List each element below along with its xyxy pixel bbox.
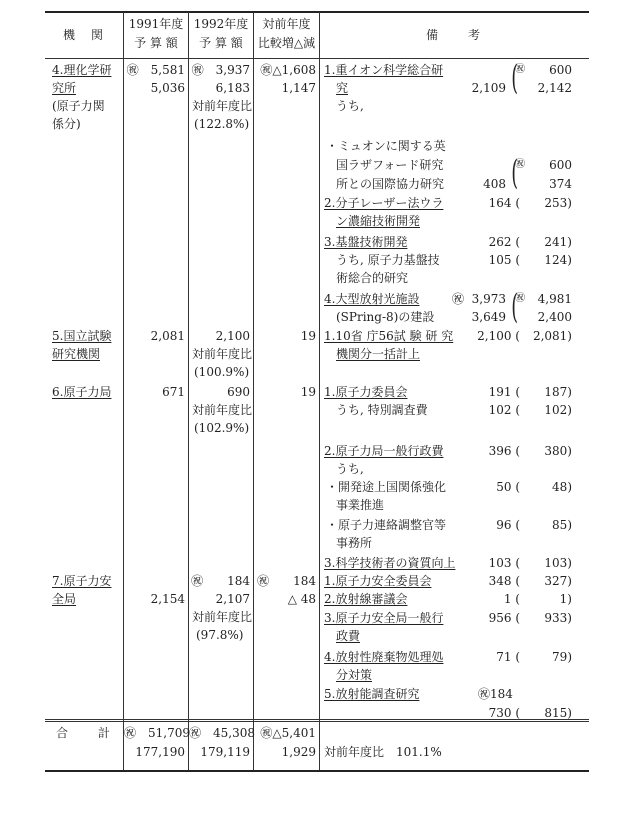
riken-b92-ratio-label: 対前年度比 [192,99,253,113]
header-diff-line1: 対前年度 [262,17,311,31]
riken-paren-3: ( [511,287,518,327]
anzen-val-11: 815) [544,706,572,720]
riken-val-8: 253) [544,196,572,210]
anzen-val-6: 933) [544,611,572,625]
riken-val-16: 4,981 [537,292,572,306]
org-anzen-name-2: 全局 [52,592,77,606]
riken-val-5: 600 [549,158,572,172]
header-1992-line2: 予 算 額 [199,36,243,50]
table-bottom-rule [45,770,589,772]
kokuritsu-b91: 2,081 [150,329,185,343]
anzen-note-6: 分対策 [336,668,373,682]
genshiryoku-note-1: 1.原子力委員会 [324,385,408,399]
riken-b91-special: ㊗ 5,581 [126,63,185,77]
org-kokuritsu-name-1: 5.国立試験 [52,329,112,343]
genshiryoku-note-5: ・開発途上国関係強化 [326,480,447,494]
genshiryoku-ratio: (102.9%) [194,421,250,435]
org-riken-name-1: 4.理化学研 [52,63,112,77]
riken-diff-special: ㊗△1,608 [260,63,316,77]
riken-b92-ratio: (122.8%) [194,117,250,131]
riken-val-6: 374 [549,177,572,191]
anzen-b91: 2,154 [150,592,185,606]
header-diff-line2: 比較増△減 [257,36,316,50]
genshiryoku-note-8: 事務所 [336,536,373,550]
riken-paren-1: ( [511,58,518,98]
riken-val-11: 105 ( [488,253,520,267]
header-bottom-rule [45,58,589,59]
genshiryoku-val-10: 85) [552,518,572,532]
riken-paren-mark-3: ㊗ [515,293,525,304]
kokuritsu-note-2: 機関分一括計上 [336,347,421,361]
kokuritsu-diff: 19 [300,329,316,343]
anzen-note-2: 2.放射線審議会 [324,592,408,606]
riken-val-9: 262 ( [488,235,520,249]
total-b91-special: ㊗ 51,709 [124,726,190,740]
kokuritsu-ratio: (100.9%) [194,365,250,379]
riken-note-6: 所との国際協力研究 [336,177,445,191]
riken-note-1: 1.重イオン科学総合研 [324,63,444,77]
riken-val-15: 3,649 [471,310,506,324]
genshiryoku-diff: 19 [300,385,316,399]
table-top-rule [45,11,589,13]
total-diff: 1,929 [281,745,316,759]
riken-bracket-mark-1: ㊗ [515,64,525,75]
anzen-b92-special: ㊗ 184 [191,574,250,588]
genshiryoku-val-2: 187) [544,385,572,399]
anzen-ratio-label: 対前年度比 [192,610,253,624]
genshiryoku-val-9: 96 ( [496,518,520,532]
genshiryoku-val-4: 102) [544,403,572,417]
anzen-val-3: 1 ( [503,592,520,606]
total-b92-special: ㊗ 45,308 [189,726,255,740]
genshiryoku-note-6: 事業推進 [336,498,385,512]
riken-val-12: 124) [544,253,572,267]
total-label: 合 計 [55,726,112,740]
riken-note-3: うち, [336,99,364,113]
org-riken-name-2: 究所 [52,81,77,95]
riken-val-10: 241) [544,235,572,249]
anzen-val-8: 79) [552,650,572,664]
genshiryoku-b91: 671 [162,385,185,399]
anzen-val-2: 327) [544,574,572,588]
riken-val-13: ㊗ [452,292,465,306]
genshiryoku-note-7: ・原子力連絡調整官等 [326,518,447,532]
anzen-note-1: 1.原子力安全委員会 [324,574,432,588]
col-divider-4 [319,12,320,770]
riken-note-10: うち, 原子力基盤技 [336,253,440,267]
genshiryoku-val-6: 380) [544,444,572,458]
genshiryoku-val-12: 103) [544,556,572,570]
anzen-val-5: 956 ( [488,611,520,625]
genshiryoku-val-11: 103 ( [488,556,520,570]
header-kikan: 機 関 [62,28,105,42]
riken-b92-special: ㊗ 3,937 [191,63,250,77]
riken-note-7: 2.分子レーザー法ウラ [324,196,444,210]
anzen-note-4: 政費 [336,629,361,643]
riken-val-1: 2,109 [471,81,506,95]
riken-val-4: 408 [483,177,506,191]
kokuritsu-note-1: 1.10省 庁56試 験 研 究 [324,329,454,343]
anzen-ratio: (97.8%) [196,628,244,642]
anzen-val-9: ㊗184 [478,687,513,701]
riken-note-12: 4.大型放射光施設 [324,292,420,306]
riken-val-14: 3,973 [471,292,506,306]
anzen-val-4: 1) [559,592,572,606]
kokuritsu-val-1: 2,100 ( [477,329,520,343]
riken-note-5: 国ラザフォード研究 [336,158,444,172]
riken-note-9: 3.基盤技術開発 [324,235,408,249]
org-anzen-name-1: 7.原子力安 [52,574,112,588]
riken-bracket-mark-2: ㊗ [515,159,525,170]
riken-note-4: ・ミュオンに関する英 [326,139,446,153]
anzen-b92-total: 2,107 [215,592,250,606]
anzen-val-7: 71 ( [496,650,520,664]
riken-note-13: (SPring-8)の建設 [336,310,435,324]
riken-b92-total: 6,183 [215,81,250,95]
riken-note-11: 術総合的研究 [336,271,409,285]
anzen-diff-special: ㊗ 184 [257,574,316,588]
genshiryoku-val-1: 191 ( [488,385,520,399]
anzen-note-5: 4.放射性廃棄物処理処 [324,650,444,664]
anzen-note-7: 5.放射能調査研究 [324,687,420,701]
genshiryoku-b92: 690 [227,385,250,399]
genshiryoku-val-5: 396 ( [488,444,520,458]
kokuritsu-val-2: 2,081) [532,329,572,343]
riken-diff-total: 1,147 [281,81,316,95]
riken-val-3: 2,142 [537,81,572,95]
riken-note-8: ン濃縮技術開発 [336,214,421,228]
riken-val-2: 600 [549,63,572,77]
org-riken-sub-2: 係分) [52,117,81,131]
total-b92: 179,119 [200,745,250,759]
genshiryoku-val-3: 102 ( [488,403,520,417]
total-b91: 177,190 [135,745,185,759]
genshiryoku-val-7: 50 ( [496,480,520,494]
header-1991-line2: 予 算 額 [134,36,178,50]
genshiryoku-note-3: 2.原子力局一般行政費 [324,444,444,458]
riken-val-7: 164 ( [488,196,520,210]
anzen-note-3: 3.原子力安全局一般行 [324,611,444,625]
genshiryoku-note-9: 3.科学技術者の資質向上 [324,556,456,570]
genshiryoku-val-8: 48) [552,480,572,494]
genshiryoku-ratio-label: 対前年度比 [192,403,253,417]
kokuritsu-b92: 2,100 [215,329,250,343]
header-biko: 備 考 [425,28,482,42]
riken-paren-2: ( [511,153,518,193]
total-note: 対前年度比 101.1% [324,745,442,759]
header-1991-line1: 1991年度 [128,17,184,31]
anzen-val-10: 730 ( [488,706,520,720]
kokuritsu-ratio-label: 対前年度比 [192,347,253,361]
org-riken-sub-1: (原子力関 [52,99,105,113]
org-genshiryoku-name: 6.原子力局 [52,385,112,399]
org-kokuritsu-name-2: 研究機関 [52,347,101,361]
total-diff-special: ㊗△5,401 [260,726,316,740]
header-1992-line1: 1992年度 [193,17,249,31]
anzen-diff-total: △ 48 [287,592,316,606]
riken-val-17: 2,400 [537,310,572,324]
riken-b91-total: 5,036 [150,81,185,95]
genshiryoku-note-4: うち, [336,462,364,476]
riken-note-2: 究 [336,81,349,95]
genshiryoku-note-2: うち, 特別調査費 [336,403,428,417]
anzen-val-1: 348 ( [488,574,520,588]
